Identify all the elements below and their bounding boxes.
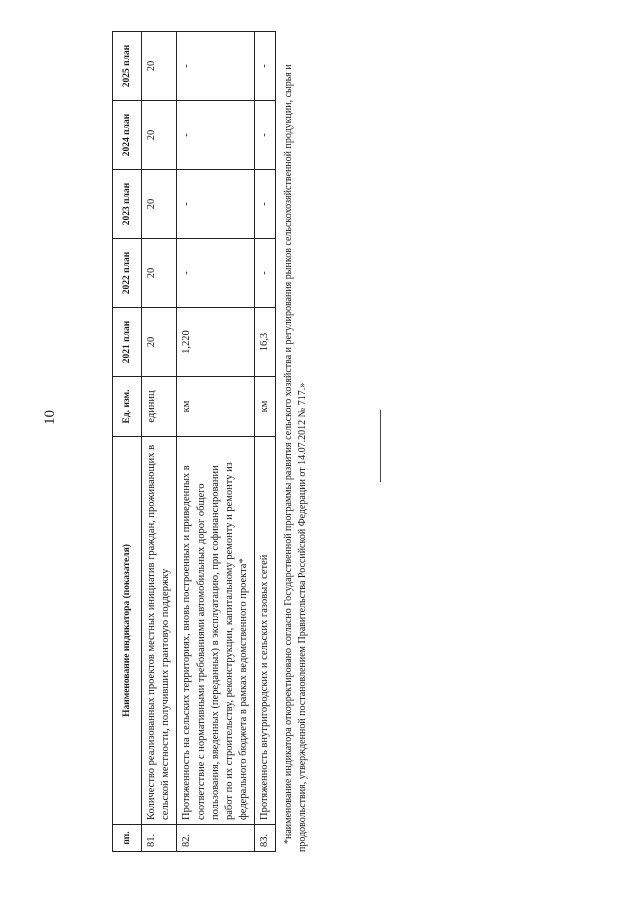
- row-2024: -: [177, 101, 255, 170]
- header-2021: 2021 план: [113, 308, 142, 377]
- row-unit: км: [255, 377, 276, 437]
- row-unit: км: [177, 377, 255, 437]
- row-2021: 16,3: [255, 308, 276, 377]
- header-2023: 2023 план: [113, 170, 142, 239]
- row-2025: -: [255, 32, 276, 101]
- row-name: Протяженность на сельских территориях, вновь построенных и приведенных в соответствие с нормативными требованиями автомобильных дорог общего пользования, введенных (переданных) в эксплуатацию, при софинансировании работ по их строительству, реконструкции, капитальному ремонту и ремонту из федерального бюджета в рамках ведомственного проекта*: [177, 437, 255, 825]
- header-num: пп.: [113, 825, 142, 852]
- row-2025: -: [177, 32, 255, 101]
- table-header-row: [113, 32, 142, 852]
- table-row: [255, 32, 276, 852]
- row-2023: -: [255, 170, 276, 239]
- indicator-table: [112, 31, 276, 852]
- page-number: 10: [42, 410, 58, 425]
- row-num: 83.: [255, 825, 276, 852]
- footnote: *наименование индикатора откорректировано согласно Государственной программы развития сельского хозяйства и регулирования рынков сельскохозяйственной продукции, сырья и продовольствия, утвержденной постановлением Правительства Российской Федерации от 14.07.2012 № 717.»: [283, 64, 308, 852]
- table-row: [142, 32, 177, 852]
- row-unit: единиц: [142, 377, 177, 437]
- header-2025: 2025 план: [113, 32, 142, 101]
- row-num: 81.: [142, 825, 177, 852]
- row-2022: -: [177, 239, 255, 308]
- row-2024: 20: [142, 101, 177, 170]
- header-2022: 2022 план: [113, 239, 142, 308]
- row-name: Протяженность внутригородских и сельских газовых сетей: [255, 437, 276, 825]
- row-name: Количество реализованных проектов местных инициатив граждан, проживающих в сельской местности, получивших грантовую поддержку: [142, 437, 177, 825]
- row-2023: -: [177, 170, 255, 239]
- table-row: [177, 32, 255, 852]
- row-2022: 20: [142, 239, 177, 308]
- header-unit: Ед. изм.: [113, 377, 142, 437]
- row-num: 82.: [177, 825, 255, 852]
- row-2021: 1,220: [177, 308, 255, 377]
- row-2023: 20: [142, 170, 177, 239]
- row-2024: -: [255, 101, 276, 170]
- header-2024: 2024 план: [113, 101, 142, 170]
- row-2025: 20: [142, 32, 177, 101]
- divider-line: [380, 410, 381, 482]
- row-2021: 20: [142, 308, 177, 377]
- row-2022: -: [255, 239, 276, 308]
- header-name: Наименование индикатора (показателя): [113, 437, 142, 825]
